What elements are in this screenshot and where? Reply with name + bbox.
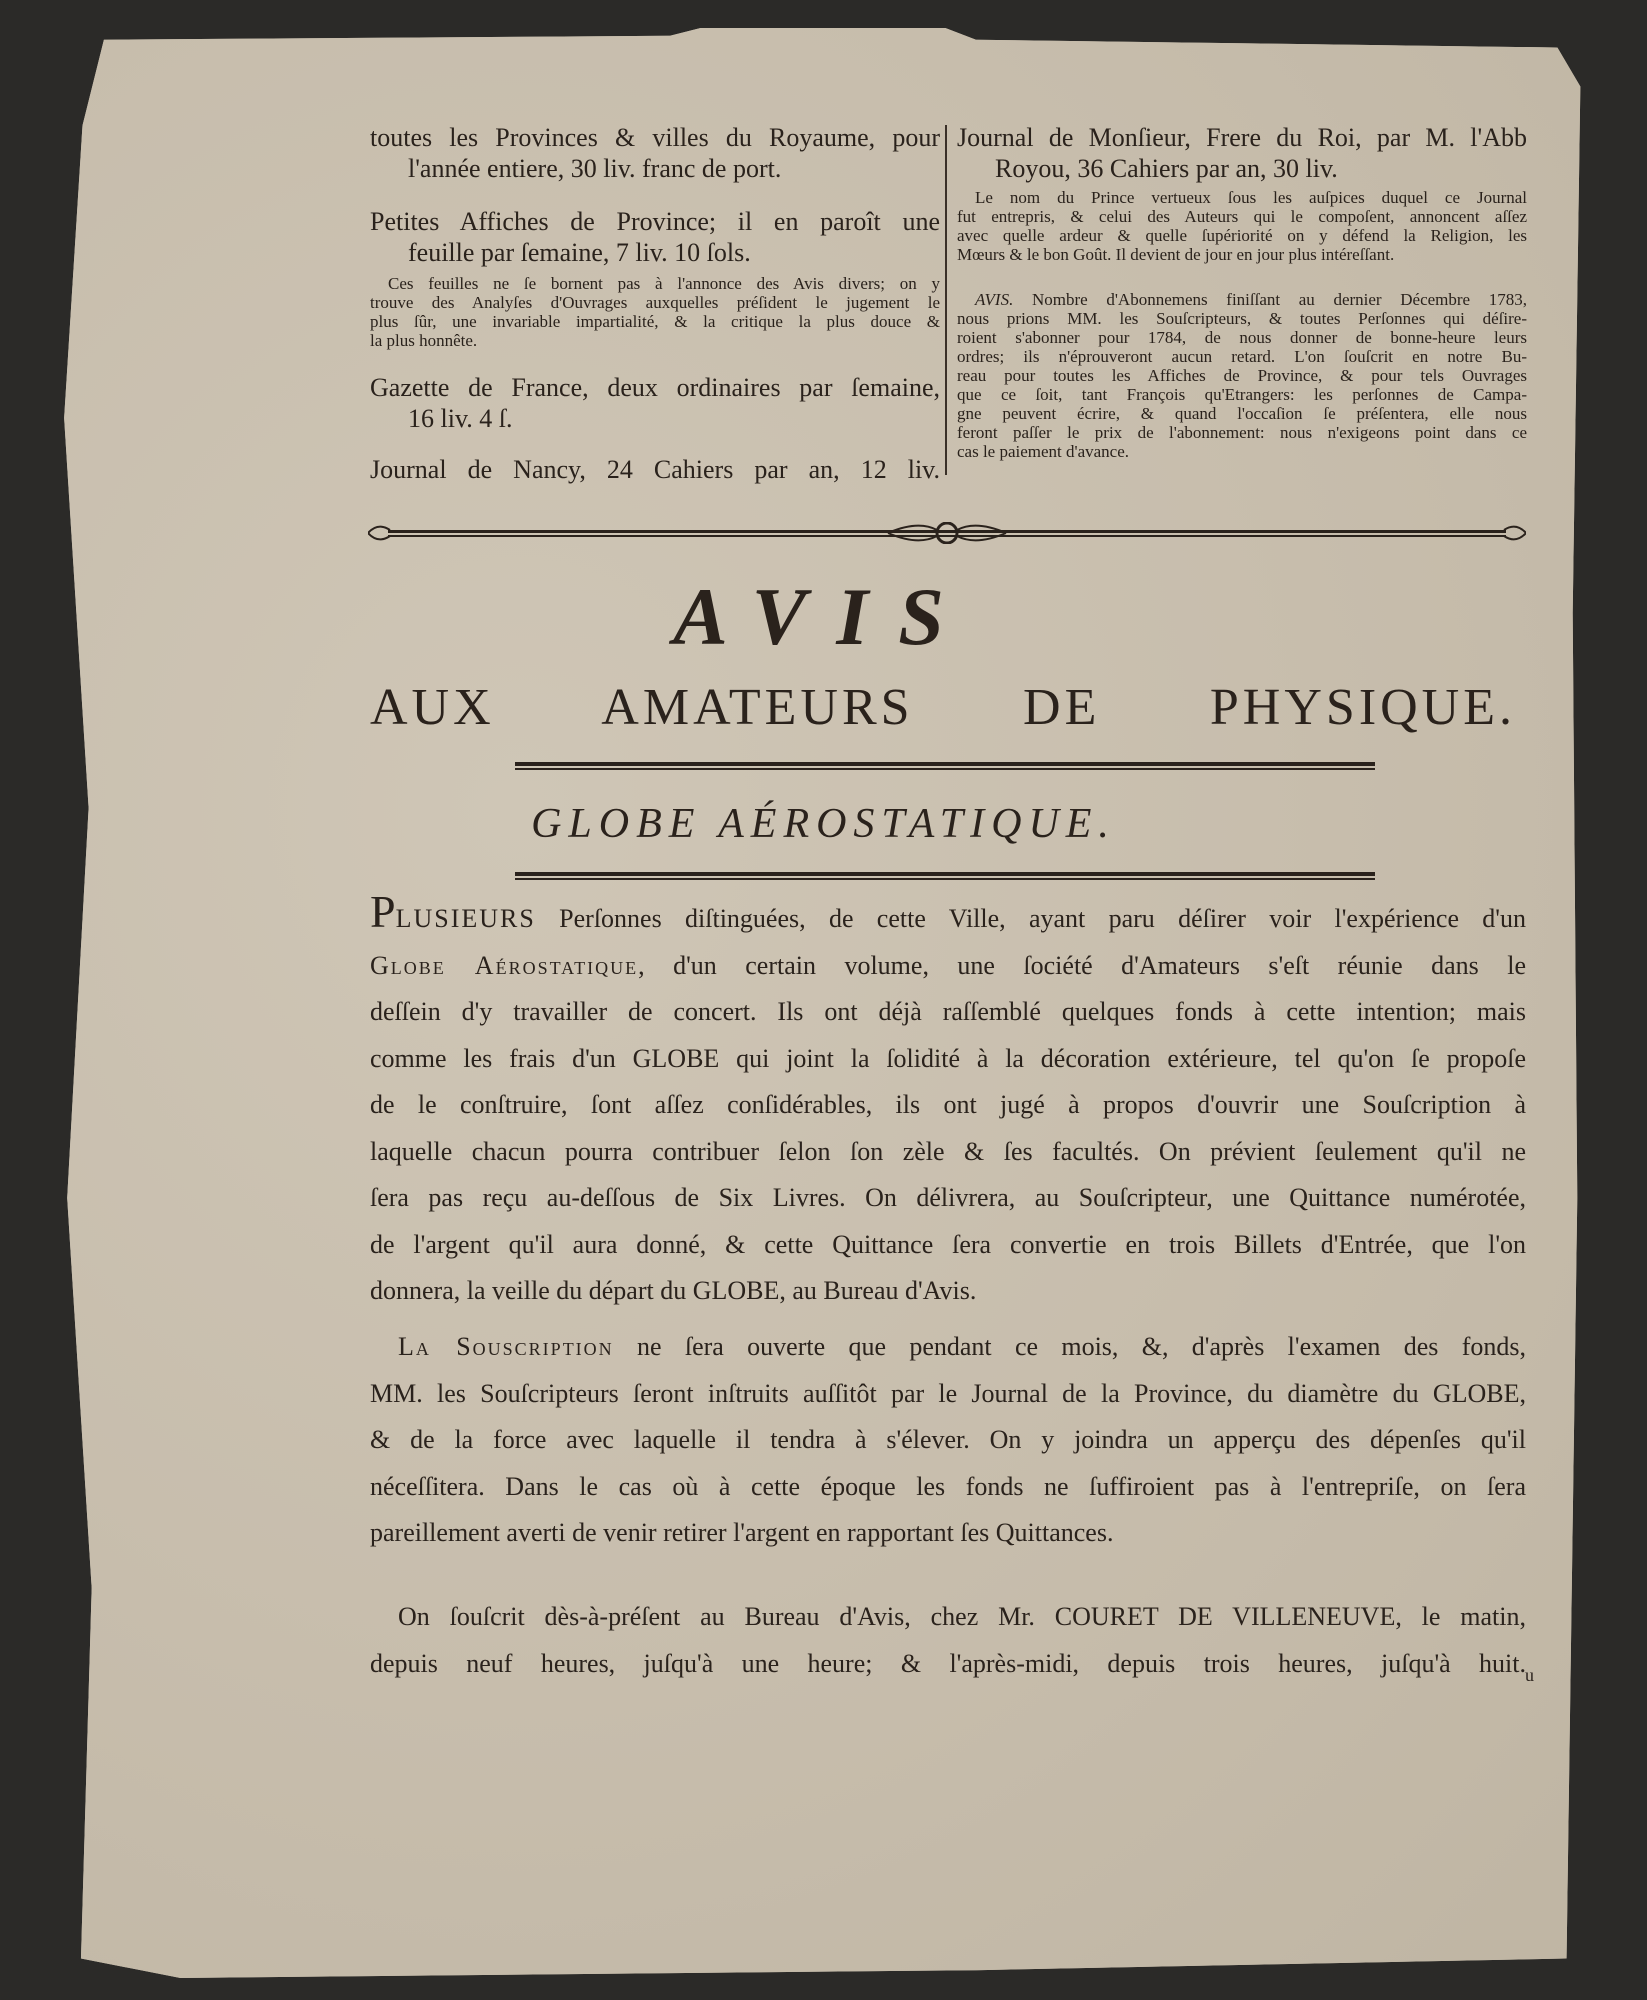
paragraph-bureau-hours	[370, 1594, 1526, 1687]
entry-gazette-de-france	[370, 372, 940, 434]
text-line: néceſſitera. Dans le cas où à cette époque les fonds ne ſuffiroient pas à l'entrepriſe, on ſera	[370, 1471, 1526, 1501]
text-line: de le conſtruire, ſont aſſez conſidérables, ils ont jugé à propos d'ouvrir une Souſcription à	[370, 1090, 1526, 1119]
text-line: que ce ſoit, tant François qu'Etrangers: les perſonnes de Campa-	[957, 385, 1527, 404]
text-line: & de la force avec laquelle il tendra à s'élever. On y joindra un apperçu des dépenſes qu'il	[370, 1425, 1526, 1454]
double-rule	[515, 872, 1375, 880]
text-line: cas le paiement d'avance.	[957, 442, 1130, 461]
column-divider	[945, 125, 947, 475]
text-line: ne ſera ouverte que pendant ce mois, &, d'après l'examen des fonds,	[613, 1332, 1527, 1361]
entry-journal-de-monsieur-note	[957, 188, 1527, 264]
right-column	[957, 122, 1527, 461]
text-line: nous prions MM. les Souſcripteurs, & toutes Perſonnes qui déſire-	[957, 309, 1527, 328]
text-line: ordres; ils n'éprouveront aucun retard. L'on ſouſcrit en notre Bu-	[957, 347, 1527, 366]
left-column	[370, 122, 940, 485]
entry-petites-affiches	[370, 206, 940, 268]
section-title: GLOBE AÉROSTATIQUE.	[531, 801, 1116, 847]
headline-subtitle: AUX AMATEURS DE PHYSIQUE.	[370, 679, 1516, 736]
text-line: On ſouſcrit dès-à-préſent au Bureau d'Avis, chez Mr. COURET DE VILLENEUVE, le matin,	[398, 1602, 1526, 1631]
text-line: deſſein d'y travailler de concert. Ils ont déjà raſſemblé quelques fonds à cette intention; mais	[370, 997, 1526, 1026]
text-line: Journal de Monſieur, Frere du Roi, par M. l'Abb	[957, 123, 1527, 152]
ornamental-rule	[368, 522, 1526, 544]
entry-petites-affiches-note	[370, 274, 940, 350]
text-line: , d'un certain volume, une ſociété d'Amateurs s'eſt réunie dans le	[638, 950, 1526, 980]
headline-avis: AVIS	[673, 571, 974, 662]
text-line: pareillement averti de venir retirer l'argent en rapportant ſes Quittances.	[370, 1518, 1114, 1547]
text-line: de l'argent qu'il aura donné, & cette Quittance ſera convertie en trois Billets d'Entrée, que l'on	[370, 1229, 1526, 1259]
avis-label: AVIS.	[975, 290, 1014, 309]
text-line: fut entrepris, & celui des Auteurs qui le compoſent, annoncent aſſez	[957, 207, 1527, 226]
text-line: Mœurs & le bon Goût. Il devient de jour en jour plus intéreſſant.	[957, 245, 1395, 264]
text-line: ſera pas reçu au-deſſous de Six Livres. On délivrera, au Souſcripteur, une Quittance numérotée,	[370, 1183, 1526, 1212]
text-line: Petites Affiches de Province; il en paroît une	[370, 207, 940, 236]
text-line: 16 liv. 4 ſ.	[408, 404, 513, 433]
text-line: feront paſſer le prix de l'abonnement: nous n'exigeons point dans ce	[957, 423, 1527, 442]
text-line: Nombre d'Abonnemens finiſſant au dernier Décembre 1783,	[1032, 290, 1527, 309]
lead-word: LUSIEURS	[395, 904, 536, 933]
text-line: avec quelle ardeur & quelle ſupériorité on y défend la Religion, les	[957, 226, 1527, 245]
drop-cap: P	[370, 886, 396, 937]
entry-journal-de-monsieur	[957, 122, 1527, 184]
text-line: roient s'abonner pour 1784, de nous donner de bonne-heure leurs	[957, 328, 1527, 347]
lead-phrase: La Souscription	[398, 1332, 614, 1361]
paragraph-subscription	[370, 1324, 1526, 1557]
page-mark: u	[1525, 1665, 1534, 1685]
double-rule	[515, 762, 1375, 770]
text-line: Royou, 36 Cahiers par an, 30 liv.	[995, 154, 1338, 183]
text-line: gne peuvent écrire, & quand l'occaſion ſe préſentera, elle nous	[957, 404, 1527, 423]
entry-journal-de-nancy	[370, 454, 940, 485]
text-line: laquelle chacun pourra contribuer ſelon ſon zèle & ſes facultés. On prévient ſeulement qu'il ne	[370, 1136, 1526, 1166]
text-line: la plus honnête.	[370, 331, 478, 350]
text-line: depuis neuf heures, juſqu'à une heure; & l'après-midi, depuis trois heures, juſqu'à huit.	[370, 1648, 1526, 1678]
text-line: Gazette de France, deux ordinaires par ſemaine,	[370, 373, 940, 402]
text-line: toutes les Provinces & villes du Royaume, pour	[370, 123, 940, 152]
text-line: MM. les Souſcripteurs ſeront inſtruits auſſitôt par le Journal de la Province, du diamètre du GLOBE,	[370, 1378, 1526, 1408]
text-line: reau pour toutes les Affiches de Province, & pour tels Ouvrages	[957, 366, 1527, 385]
text-line: plus ſûr, une invariable impartialité, & la critique la plus douce &	[370, 312, 940, 331]
text-line: Journal de Nancy, 24 Cahiers par an, 12 liv.	[370, 455, 940, 484]
text-line: Ces feuilles ne ſe bornent pas à l'annonce des Avis divers; on y	[388, 274, 940, 293]
text-line: Perſonnes diſtinguées, de cette Ville, ayant paru déſirer voir l'expérience d'un	[535, 904, 1526, 933]
globe-term: Globe Aérostatique	[370, 950, 639, 980]
entry-affiches-royaume	[370, 122, 940, 184]
text-line: feuille par ſemaine, 7 liv. 10 ſols.	[408, 238, 751, 267]
paragraph-announcement	[370, 886, 1526, 1315]
text-line: l'année entiere, 30 liv. franc de port.	[408, 154, 782, 183]
text-line: trouve des Analyſes d'Ouvrages auxquelles préſident le jugement le	[370, 293, 940, 312]
text-line: donnera, la veille du départ du GLOBE, au Bureau d'Avis.	[370, 1276, 977, 1305]
avis-subscription-notice	[957, 290, 1527, 461]
text-line: Le nom du Prince vertueux ſous les auſpices duquel ce Journal	[975, 188, 1527, 207]
text-line: comme les frais d'un GLOBE qui joint la ſolidité à la décoration extérieure, tel qu'on ſe propoſe	[370, 1043, 1526, 1073]
